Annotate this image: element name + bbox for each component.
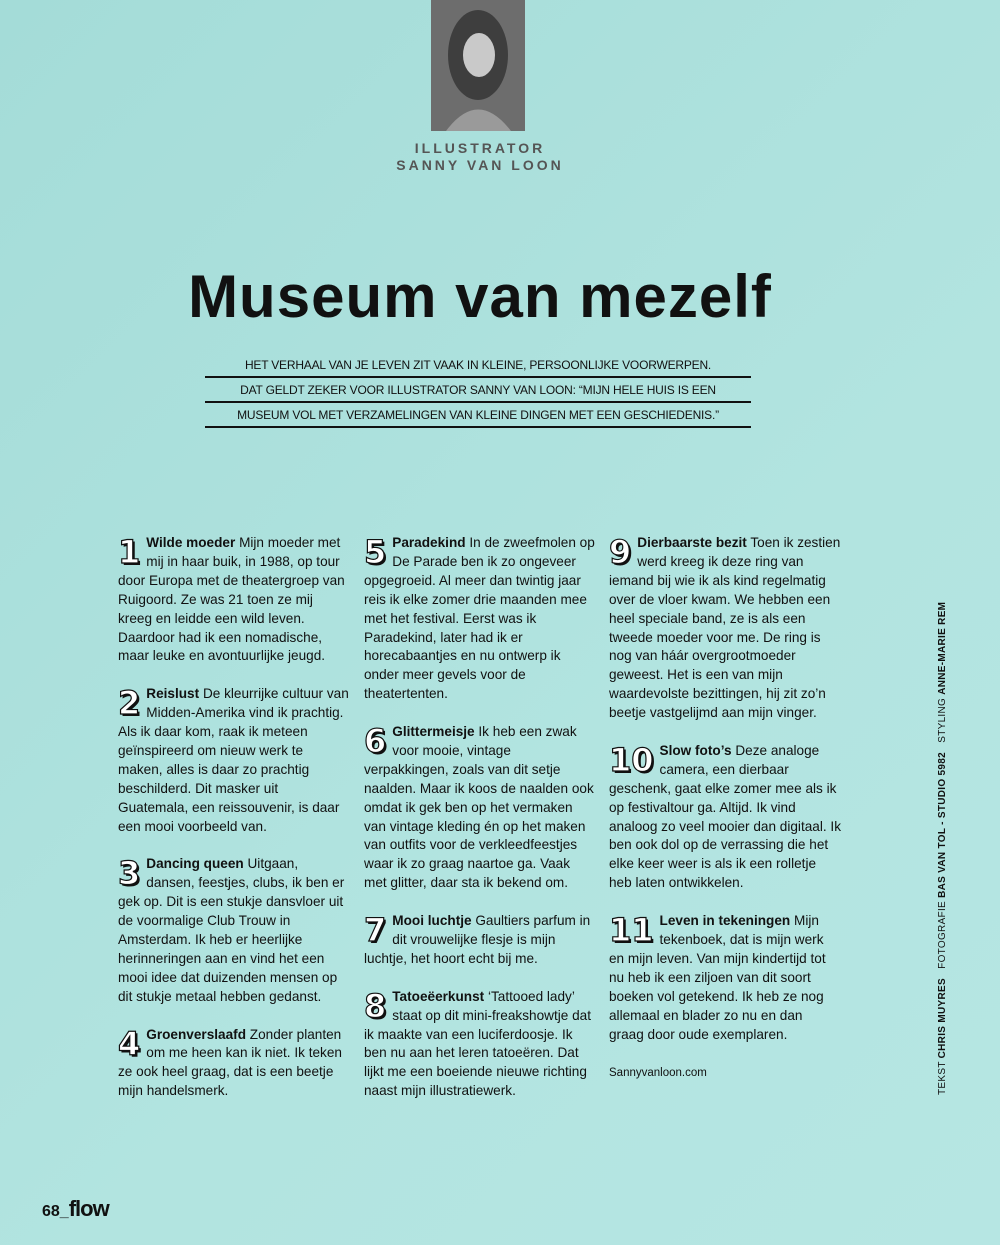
list-item: [364, 723, 596, 893]
item-text: ‘Tattooed lady’ staat op dit mini-freakshowtje dat ik maakte van een luciferdoosje. Ik ben nu aan het leren tatoeëren. Dat lijkt me een boeiende nieuwe richting naast mijn illustratiewerk.: [364, 988, 591, 1099]
flow-logo: flow: [68, 1196, 109, 1221]
item-title: Paradekind: [392, 535, 466, 550]
credit-label: FOTOGRAFIE: [937, 901, 948, 969]
item-number: 4: [118, 1024, 141, 1063]
item-text: Gaultiers parfum in dit vrouwelijke flesje is mijn luchtje, het hoort echt bij me.: [364, 913, 591, 966]
item-number: 9: [609, 533, 632, 571]
byline: [0, 140, 960, 174]
item-number: 6: [364, 722, 387, 761]
list-item: [118, 685, 350, 836]
item-number: 11: [609, 911, 654, 950]
list-item: [118, 1026, 350, 1102]
list-item: [118, 534, 350, 666]
column-1: [118, 534, 350, 1120]
list-item: [609, 742, 841, 893]
column-3: [609, 534, 841, 1083]
intro-line: HET VERHAAL VAN JE LEVEN ZIT VAAK IN KLEINE, PERSOONLIJKE VOORWERPEN.: [205, 353, 751, 378]
item-text: Uitgaan, dansen, feestjes, clubs, ik ben er gek op. Dit is een stukje dansvloer uit de voormalige Club Trouw in Amsterdam. Ik heb er heerlijke herinneringen aan en vind het een mooi idee dat duizenden mensen op dit stukje metaal hebben gedanst.: [118, 856, 345, 1004]
item-text: Mijn tekenboek, dat is mijn werk en mijn leven. Van mijn kindertijd tot nu heb ik een ziljoen van dit soort boeken vol getekend. Ik heb ze nog allemaal en blader zo nu en dan graag door oude exemplaren.: [609, 913, 826, 1042]
item-title: Dierbaarste bezit: [637, 535, 747, 550]
byline-name: SANNY VAN LOON: [396, 157, 564, 173]
credit-name: CHRIS MUYRES: [937, 978, 948, 1059]
intro-line: DAT GELDT ZEKER VOOR ILLUSTRATOR SANNY VAN LOON: “MIJN HELE HUIS IS EEN: [205, 378, 751, 403]
page-footer: 68_flow: [42, 1196, 109, 1221]
item-text: Mijn moeder met mij in haar buik, in 1988, op tour door Europa met de theatergroep van Ruigoord. Ze was 21 toen ze mij kreeg en leidde een wild leven. Daardoor had ik een nomadische, maar leuke en avontuurlijke jeugd.: [118, 535, 345, 664]
credits: [937, 602, 948, 1095]
list-item: [609, 534, 841, 723]
website-link[interactable]: Sannyvanloon.com: [609, 1067, 707, 1080]
list-item: [364, 912, 596, 969]
list-item: [364, 534, 596, 704]
item-title: Mooi luchtje: [392, 913, 472, 929]
item-text: Deze analoge camera, een dierbaar geschenk, gaat elke zomer mee als ik op festivaltour ga. Altijd. Ik vind analoog zo veel mooier dan digitaal. Ik ben ook dol op de verrassing die het elke keer weer is als ik een rolletje heb laten ontwikkelen.: [609, 742, 841, 891]
item-number: 5: [364, 533, 387, 571]
item-title: Tatoeëerkunst: [392, 988, 485, 1004]
credit-label: STYLING: [937, 697, 948, 743]
item-title: Reislust: [146, 686, 200, 702]
page-number: 68: [42, 1203, 60, 1220]
list-item: [364, 988, 596, 1101]
item-number: 1: [118, 533, 141, 571]
credit-name: BAS VAN TOL - STUDIO 5982: [937, 752, 948, 898]
item-title: Leven in tekeningen: [659, 913, 791, 929]
credit-label: TEKST: [937, 1061, 948, 1095]
item-text: Ik heb een zwak voor mooie, vintage verpakkingen, zoals van dit setje naalden. Maar ik koos de naalden ook omdat ik gek ben op het vermaken van vintage kleding én op het maken van outfits voor de verkleedfeestjes waar ik zo graag naartoe ga. Vaak met glitter, daar sta ik bekend om.: [364, 724, 594, 891]
item-title: Dancing queen: [146, 856, 244, 872]
item-text: De kleurrijke cultuur van Midden-Amerika vind ik prachtig. Als ik daar kom, raak ik meteen geïnspireerd om nieuw werk te maken, alles is daar zo prachtig beschilderd. Dit masker uit Guatemala, een reissouvenir, is daar een mooi voorbeeld van.: [118, 686, 349, 834]
item-title: Glittermeisje: [392, 724, 475, 740]
item-title: Wilde moeder: [146, 535, 236, 550]
credit-name: ANNE-MARIE REM: [937, 601, 948, 695]
portrait-photo: [431, 0, 525, 131]
page-title: Museum van mezelf: [188, 263, 772, 330]
column-2: [364, 534, 596, 1120]
item-number: 2: [118, 684, 141, 723]
intro: [205, 353, 751, 428]
item-title: Groenverslaafd: [146, 1026, 246, 1042]
intro-line: MUSEUM VOL MET VERZAMELINGEN VAN KLEINE DINGEN MET EEN GESCHIEDENIS.”: [205, 403, 751, 428]
list-item: [118, 855, 350, 1006]
item-text: Zonder planten om me heen kan ik niet. Ik teken ze ook heel graag, dat is een beetje mijn handelsmerk.: [118, 1026, 342, 1099]
item-text: In de zweefmolen op De Parade ben ik zo ongeveer opgegroeid. Al meer dan twintig jaar reis ik elke zomer drie maanden mee met het festival. Eerst was ik Paradekind, later had ik er horecabaantjes en nu ontwerp ik onder meer gevels voor de theatertenten.: [364, 535, 595, 702]
item-number: 3: [118, 854, 141, 893]
item-number: 7: [364, 911, 387, 950]
item-title: Slow foto’s: [659, 742, 732, 758]
item-number: 8: [364, 986, 387, 1025]
list-item: [609, 912, 841, 1044]
item-number: 10: [609, 740, 654, 779]
item-text: Toen ik zestien werd kreeg ik deze ring van iemand bij wie ik als kind regelmatig over de vloer kwam. We hebben een heel speciale band, ze is als een tweede moeder voor me. De ring is nog van háár overgrootmoeder geweest. Het is een van mijn waardevolste bezittingen, hij zit zo’n beetje vastgelijmd aan mijn vinger.: [609, 535, 841, 721]
byline-role: ILLUSTRATOR: [414, 140, 546, 156]
